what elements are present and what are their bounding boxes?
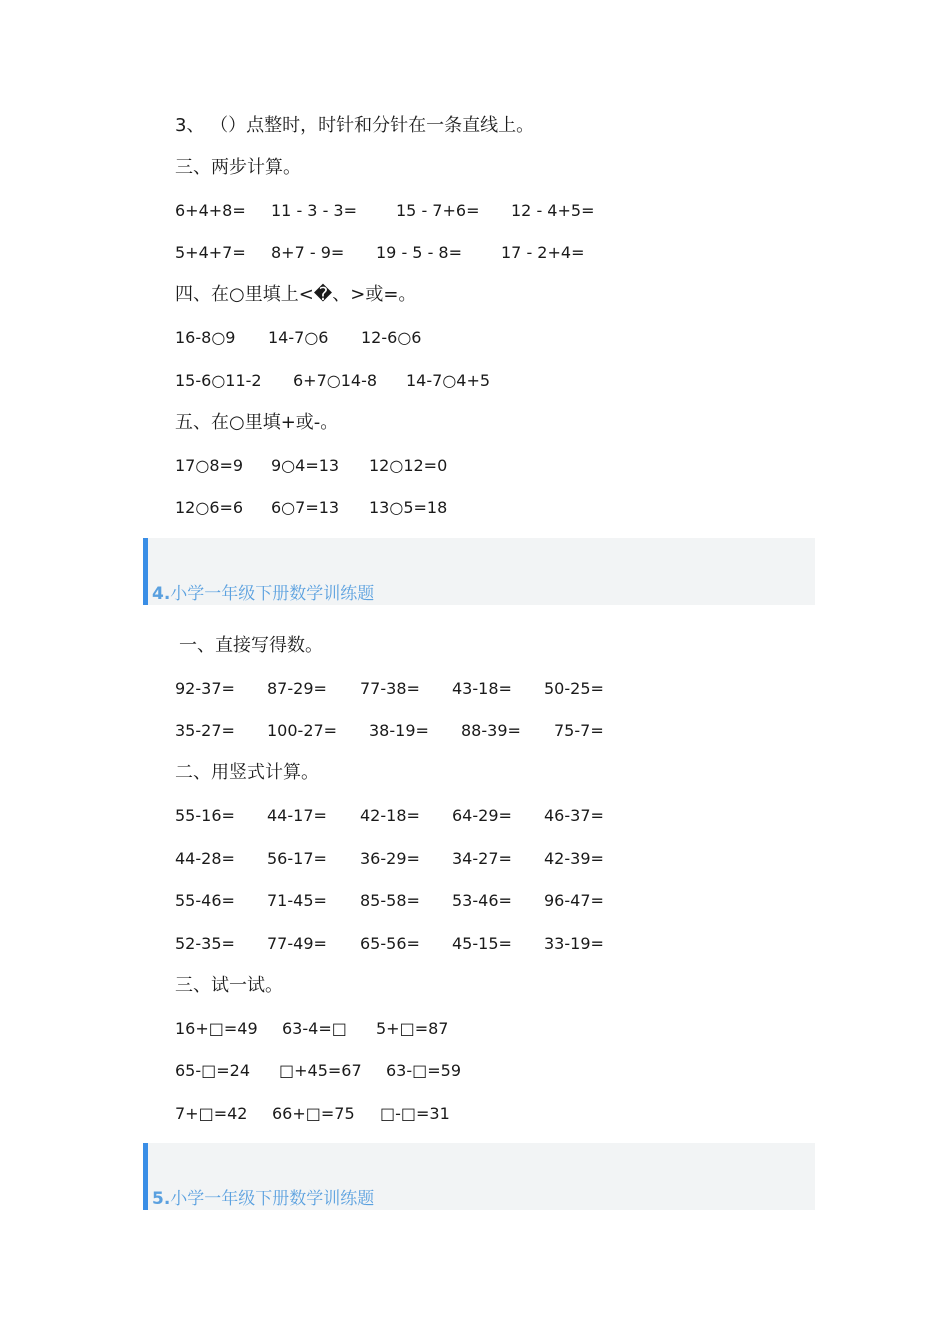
problem: 46-37= — [544, 806, 604, 825]
problem: 17○8=9 — [175, 456, 244, 475]
banner-title — [152, 1188, 374, 1210]
problem: 15-6○11-2 — [175, 371, 262, 390]
problem: 44-17= — [267, 806, 327, 825]
problem: 56-17= — [267, 849, 327, 868]
section-plus-minus-title: 五、在○里填+或-。 — [175, 412, 339, 433]
problem: 71-45= — [267, 891, 327, 910]
problem: 17 - 2+4= — [501, 243, 585, 262]
problem: 16-8○9 — [175, 328, 236, 347]
banner-title — [152, 583, 374, 605]
problem: 63-4=□ — [282, 1019, 347, 1038]
question-3: 3、 （）点整时，时针和分针在一条直线上。 — [175, 115, 535, 136]
problem: 33-19= — [544, 934, 604, 953]
problem: 63-□=59 — [386, 1061, 462, 1080]
section-banner-4 — [143, 538, 815, 605]
problem: 65-56= — [360, 934, 420, 953]
problem: 6+7○14-8 — [293, 371, 378, 390]
problem: 5+□=87 — [376, 1019, 449, 1038]
problem: 88-39= — [461, 721, 521, 740]
problem: 5+4+7= — [175, 243, 246, 262]
problem: 100-27= — [267, 721, 338, 740]
problem: 96-47= — [544, 891, 604, 910]
problem: 85-58= — [360, 891, 420, 910]
section-banner-5 — [143, 1143, 815, 1210]
problem: 53-46= — [452, 891, 512, 910]
problem: 55-46= — [175, 891, 235, 910]
problem: 87-29= — [267, 679, 327, 698]
section-direct-title: 一、直接写得数。 — [179, 635, 323, 656]
problem: 15 - 7+6= — [396, 201, 480, 220]
problem: □+45=67 — [279, 1061, 362, 1080]
problem: 65-□=24 — [175, 1061, 251, 1080]
problem: 8+7 - 9= — [271, 243, 345, 262]
problem: 50-25= — [544, 679, 604, 698]
problem: 14-7○6 — [268, 328, 329, 347]
problem: 34-27= — [452, 849, 512, 868]
problem: 75-7= — [554, 721, 604, 740]
problem: 13○5=18 — [369, 498, 448, 517]
section-vertical-title: 二、用竖式计算。 — [175, 762, 319, 783]
problem: 19 - 5 - 8= — [376, 243, 463, 262]
problem: 77-49= — [267, 934, 327, 953]
problem: 42-39= — [544, 849, 604, 868]
problem: 6○7=13 — [271, 498, 340, 517]
problem: 44-28= — [175, 849, 235, 868]
problem: 7+□=42 — [175, 1104, 248, 1123]
problem: 16+□=49 — [175, 1019, 258, 1038]
problem: 9○4=13 — [271, 456, 340, 475]
problem: 6+4+8= — [175, 201, 246, 220]
section-two-step-title: 三、两步计算。 — [175, 157, 301, 178]
problem: 12○12=0 — [369, 456, 448, 475]
problem: 11 - 3 - 3= — [271, 201, 358, 220]
banner-number: 5. — [152, 1189, 171, 1209]
problem: 45-15= — [452, 934, 512, 953]
problem: 12-6○6 — [361, 328, 422, 347]
problem: 12 - 4+5= — [511, 201, 595, 220]
section-compare-title: 四、在○里填上<�、>或=。 — [175, 284, 417, 305]
problem: 92-37= — [175, 679, 235, 698]
banner-text: 小学一年级下册数学训练题 — [170, 1189, 375, 1209]
banner-text: 小学一年级下册数学训练题 — [170, 584, 375, 604]
problem: 77-38= — [360, 679, 420, 698]
problem: 35-27= — [175, 721, 235, 740]
problem: 42-18= — [360, 806, 420, 825]
problem: 36-29= — [360, 849, 420, 868]
problem: 55-16= — [175, 806, 235, 825]
problem: 52-35= — [175, 934, 235, 953]
problem: 43-18= — [452, 679, 512, 698]
problem: 12○6=6 — [175, 498, 244, 517]
section-try-title: 三、试一试。 — [175, 975, 283, 996]
banner-number: 4. — [152, 584, 171, 604]
problem: □-□=31 — [380, 1104, 450, 1123]
problem: 38-19= — [369, 721, 429, 740]
problem: 14-7○4+5 — [406, 371, 491, 390]
problem: 64-29= — [452, 806, 512, 825]
problem: 66+□=75 — [272, 1104, 355, 1123]
